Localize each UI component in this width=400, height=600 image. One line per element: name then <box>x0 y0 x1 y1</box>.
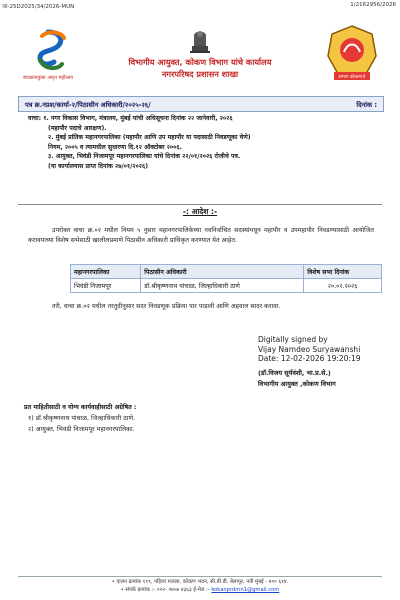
digital-signature-block <box>258 335 361 364</box>
section-divider <box>18 204 382 205</box>
table-cell-date: २०.०२.२०२६ <box>304 279 382 293</box>
reference-line: २. मुंबई प्रांतिक महानगरपालिका (महापौर आणि उप महापौर या पदासाठी निवडणूका घेणे) <box>48 134 251 142</box>
reference-line: (या कार्यालयास प्राप्त दिनांक २७/०१/२०२६) <box>48 162 149 170</box>
amrit-mahotsav-logo <box>18 26 78 82</box>
reference-date-label: दिनांक : <box>356 101 377 109</box>
office-title-line2: नगरपरिषद प्रशासन शाखा <box>161 69 239 79</box>
signature-date: Date: 12-02-2026 19:20:19 <box>258 354 361 363</box>
column-header: महानगरपालिका <box>71 265 141 279</box>
footer-email-link[interactable]: kokanprdmn1@gmail.com <box>211 587 280 593</box>
references-list <box>28 114 378 172</box>
copy-to-heading: प्रत माहितीसाठी व योग्य कार्यवाहीसाठी अग्रेषित : <box>24 404 137 411</box>
office-title-line1: विभागीय आयुक्त, कोकण विभाग यांचे कार्यालय <box>128 57 272 67</box>
footer-divider <box>18 576 382 577</box>
signatory-name: (डॉ.विजय सूर्यवंशी, भा.प्र.से.) <box>258 369 331 377</box>
order-paragraph: उपरोक्त वाचा क्र.०२ मधील नियम ५ नुसार महानगरपालिकेच्या नवनिर्वाचित सदस्यांमधून महापौर व उपमहापौर निवडण्यासाठी आयोजित करावयाच्या विशेष सभेसाठी खालीलप्रमाणे पिठासीन अधिकारी प्राधिकृत करण्यात येत आहेत. <box>28 227 374 244</box>
column-header: विशेष सभा दिनांक <box>304 265 382 279</box>
signatory-designation: विभागीय आयुक्त ,कोकण विभाग <box>258 379 336 388</box>
national-emblem-icon <box>186 24 214 54</box>
column-header: पिठासीन अधिकारी <box>141 265 304 279</box>
copy-to-list <box>24 402 374 435</box>
letterhead <box>0 14 400 90</box>
footer <box>0 578 400 594</box>
presiding-officer-table <box>70 264 382 293</box>
signature-signer: Vijay Namdeo Suryawanshi <box>258 344 361 354</box>
svg-text:स्वच्छतायुक्त अमृत महोत्सव: स्वच्छतायुक्त अमृत महोत्सव <box>22 75 74 81</box>
table-header-row <box>71 265 382 279</box>
file-id: 1/2162956/2026 <box>350 2 396 8</box>
table-row <box>71 279 382 293</box>
file-code: जा-25D2025/34/2026-MUN <box>2 4 75 10</box>
footer-contact <box>0 586 400 594</box>
reference-bar <box>18 96 384 112</box>
footer-phone: • संपर्क क्रमांक :- ०२२- २७५७ ४३६३ <box>120 587 192 593</box>
order-heading: -: आदेश :- <box>182 207 218 216</box>
footer-address: • दालन क्रमांक ११९, पहिला मजला, कोकण भवन, सी.बी.डी. बेलापूर, नवी मुंबई - ४०० ६१४. <box>111 579 289 585</box>
list-item: १) डॉ.श्रीकृष्णनाथ पांचाळ, जिल्हाधिकारी ठाणे. <box>28 415 136 422</box>
document-header-strip <box>0 0 400 12</box>
reference-number: पत्र क्र.नप्रश/कार्या-२/पिठासीन अधिकारी/२०२५-२६/ <box>25 101 151 109</box>
instruction-paragraph: तरी, वाचा क्र.०२ मधील तरतुदीनुसार सदर निवडणूक प्रक्रिया पार पाडावी आणि अहवाल सादर करावा. <box>52 303 281 310</box>
signature-line: Digitally signed by <box>258 335 328 344</box>
list-item: २) आयुक्त, भिवंडी निजामपूर महानगरपालिका. <box>28 426 135 433</box>
reference-line: नियम, २००५ व त्यामधील सुधारणा दि.१२ ऑक्टोबर २००६. <box>48 143 182 151</box>
office-title <box>100 56 300 80</box>
signatory-details <box>258 368 336 389</box>
svg-text:संभाग कोकणाचे: संभाग कोकणाचे <box>338 75 366 80</box>
reference-line: ३. आयुक्त, भिवंडी निजामपूर महानगरपालिका यांचे दिनांक २२/०१/२०२६ रोजीचे पत्र. <box>48 153 241 161</box>
kokan-division-seal-icon <box>322 22 382 84</box>
table-cell-officer: डॉ.श्रीकृष्णनाथ पांचाळ, जिल्हाधिकारी ठाणे <box>141 279 304 293</box>
table-cell-corporation: भिवंडी निजामपूर <box>71 279 141 293</box>
footer-email-label: ई-मेल :- <box>193 587 210 593</box>
reference-line: (महापौर पदाचे आरक्षण). <box>48 124 107 132</box>
reference-line: वाचा: १. नगर विकास विभाग, मंत्रालय, मुंबई यांची अधिसूचना दिनांक २२ जानेवारी, २०२६ <box>28 115 233 122</box>
